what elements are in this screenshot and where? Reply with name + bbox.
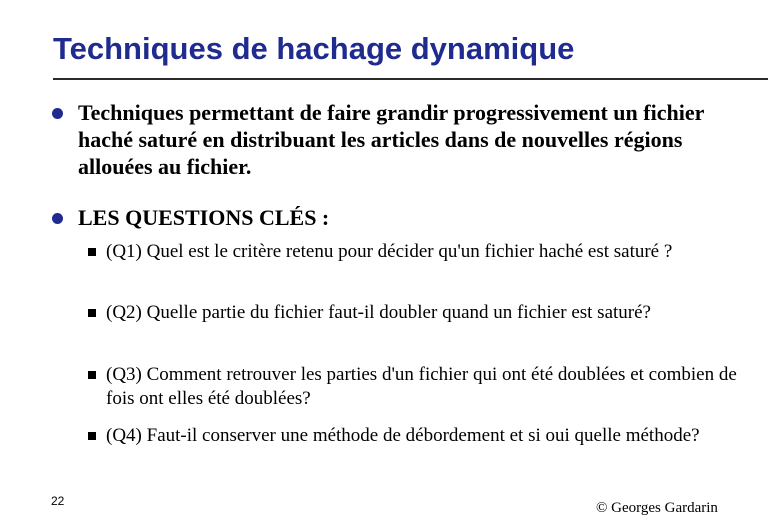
square-bullet-icon — [88, 432, 96, 440]
question-item: (Q4) Faut-il conserver une méthode de débordement et si oui quelle méthode? — [106, 425, 700, 446]
square-bullet-icon — [88, 248, 96, 256]
question-item: (Q2) Quelle partie du fichier faut-il doubler quand un fichier est saturé? — [106, 302, 651, 323]
bullet-item: LES QUESTIONS CLÉS : — [78, 205, 330, 230]
copyright-notice: © Georges Gardarin — [596, 500, 718, 516]
page-number: 22 — [51, 494, 65, 508]
square-bullet-icon — [88, 309, 96, 317]
bullet-item: Techniques permettant de faire grandir progressivement un fichier haché saturé en distribuant les articles dans de nouvelles régions allouées au fichier. — [78, 100, 704, 179]
slide-title: Techniques de hachage dynamique — [53, 31, 575, 66]
question-item: (Q3) Comment retrouver les parties d'un fichier qui ont été doublées et combien de fois ont elles été doublées? — [106, 364, 737, 409]
bullet-dot-icon — [52, 213, 63, 224]
square-bullet-icon — [88, 371, 96, 379]
bullet-dot-icon — [52, 108, 63, 119]
question-item: (Q1) Quel est le critère retenu pour décider qu'un fichier haché est saturé ? — [106, 241, 673, 262]
title-underline — [53, 78, 768, 80]
